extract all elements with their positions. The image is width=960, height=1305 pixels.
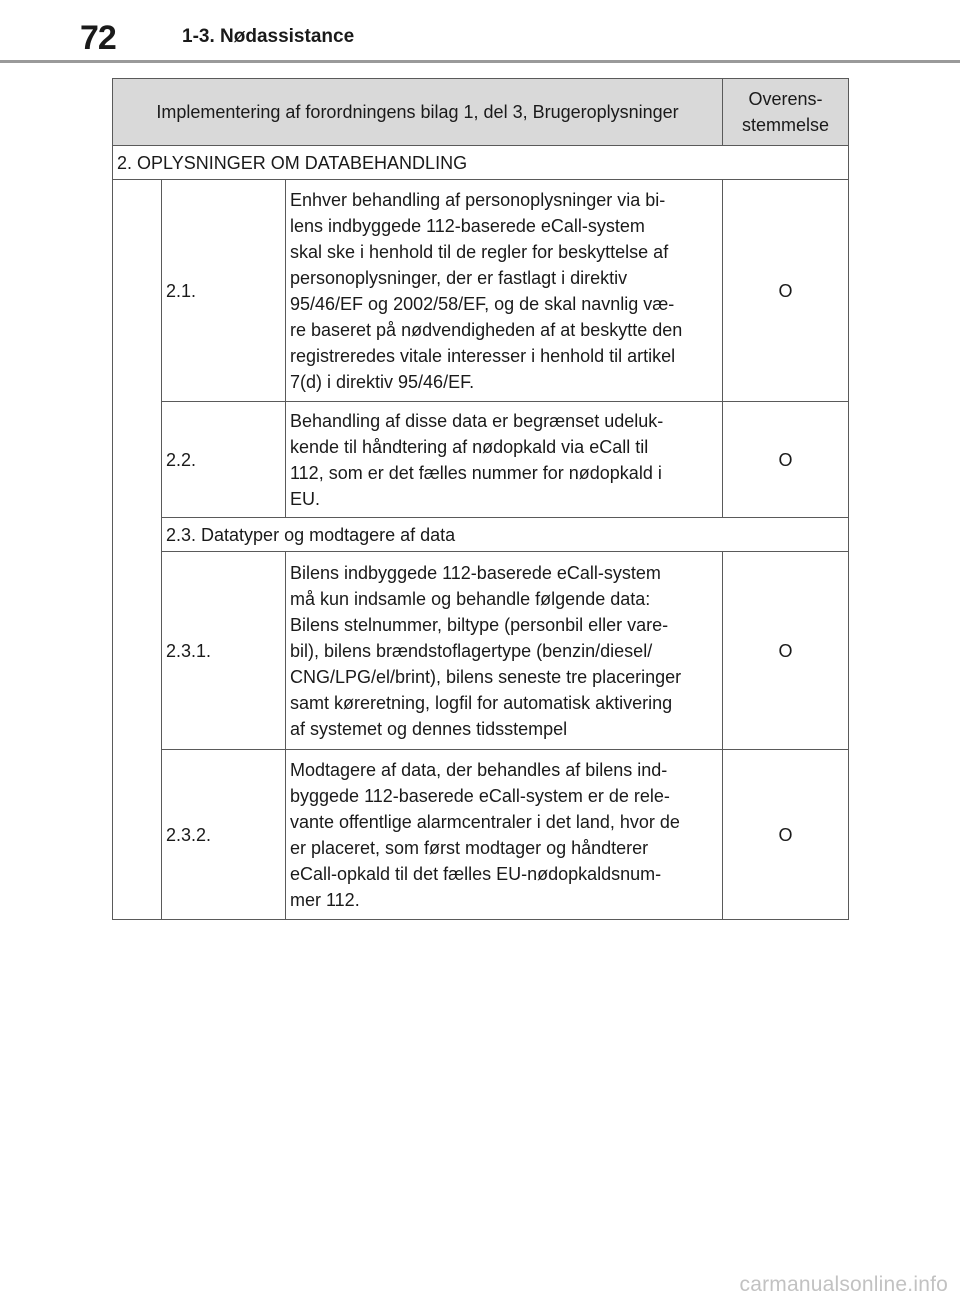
line: Bilens stelnummer, biltype (personbil eller vare- <box>290 614 669 635</box>
page-header <box>0 0 960 62</box>
line: byggede 112-baserede eCall-system er de rele- <box>290 785 670 806</box>
row-number: 2.1. <box>162 180 286 402</box>
line: mer 112. <box>290 889 360 910</box>
section-heading: 2. OPLYSNINGER OM DATABEHANDLING <box>113 146 849 180</box>
row-number: 2.2. <box>162 402 286 518</box>
watermark-text: carmanualsonline.info <box>739 1273 948 1296</box>
line: CNG/LPG/el/brint), bilens seneste tre placeringer <box>290 666 682 687</box>
line: Behandling af disse data er begrænset udeluk- <box>290 410 664 431</box>
line: Enhver behandling af personoplysninger via bi- <box>290 189 666 210</box>
table-row <box>113 402 849 518</box>
line: eCall-opkald til det fælles EU-nødopkaldsnum- <box>290 863 662 884</box>
conformity-value: O <box>723 180 849 402</box>
line: af systemet og dennes tidsstempel <box>290 718 568 739</box>
line: registreredes vitale interesser i henhold til artikel <box>290 345 676 366</box>
conformity-value: O <box>723 750 849 920</box>
line: re baseret på nødvendigheden af at beskytte den <box>290 319 683 340</box>
row-description <box>286 750 723 920</box>
table-header-conformity <box>723 79 849 146</box>
table-header-row <box>113 79 849 146</box>
page-number: 72 <box>80 19 116 57</box>
line: samt køreretning, logfil for automatisk aktivering <box>290 692 673 713</box>
section-title: 1-3. Nødassistance <box>182 26 355 47</box>
subsection-row <box>113 518 849 552</box>
line: 95/46/EF og 2002/58/EF, og de skal navnlig væ- <box>290 293 675 314</box>
line: kende til håndtering af nødopkald via eCall til <box>290 436 649 457</box>
row-description <box>286 552 723 750</box>
header-divider <box>0 60 960 63</box>
line: bil), bilens brændstoflagertype (benzin/diesel/ <box>290 640 653 661</box>
table-header-implementation: Implementering af forordningens bilag 1, del 3, Brugeroplysninger <box>113 79 723 146</box>
line: Bilens indbyggede 112-baserede eCall-system <box>290 562 661 583</box>
line: er placeret, som først modtager og håndterer <box>290 837 649 858</box>
row-description <box>286 402 723 518</box>
section-row <box>113 146 849 180</box>
conformity-value: O <box>723 402 849 518</box>
table-row <box>113 180 849 402</box>
row-description <box>286 180 723 402</box>
conformity-header-line2: stemmelse <box>742 115 830 135</box>
line: må kun indsamle og behandle følgende data: <box>290 588 651 609</box>
row-number: 2.3.1. <box>162 552 286 750</box>
line: 112, som er det fælles nummer for nødopkald i <box>290 462 662 483</box>
indent-cell <box>113 180 162 920</box>
row-number: 2.3.2. <box>162 750 286 920</box>
table-row <box>113 750 849 920</box>
conformity-value: O <box>723 552 849 750</box>
line: Modtagere af data, der behandles af bilens ind- <box>290 759 668 780</box>
line: skal ske i henhold til de regler for beskyttelse af <box>290 241 669 262</box>
line: EU. <box>290 488 321 509</box>
line: lens indbyggede 112-baserede eCall-system <box>290 215 645 236</box>
subsection-heading: 2.3. Datatyper og modtagere af data <box>162 518 849 552</box>
table-row <box>113 552 849 750</box>
conformity-header-line1: Overens- <box>748 89 823 109</box>
line: vante offentlige alarmcentraler i det land, hvor de <box>290 811 680 832</box>
line: personoplysninger, der er fastlagt i direktiv <box>290 267 628 288</box>
line: 7(d) i direktiv 95/46/EF. <box>290 371 475 392</box>
regulation-table <box>112 78 849 920</box>
